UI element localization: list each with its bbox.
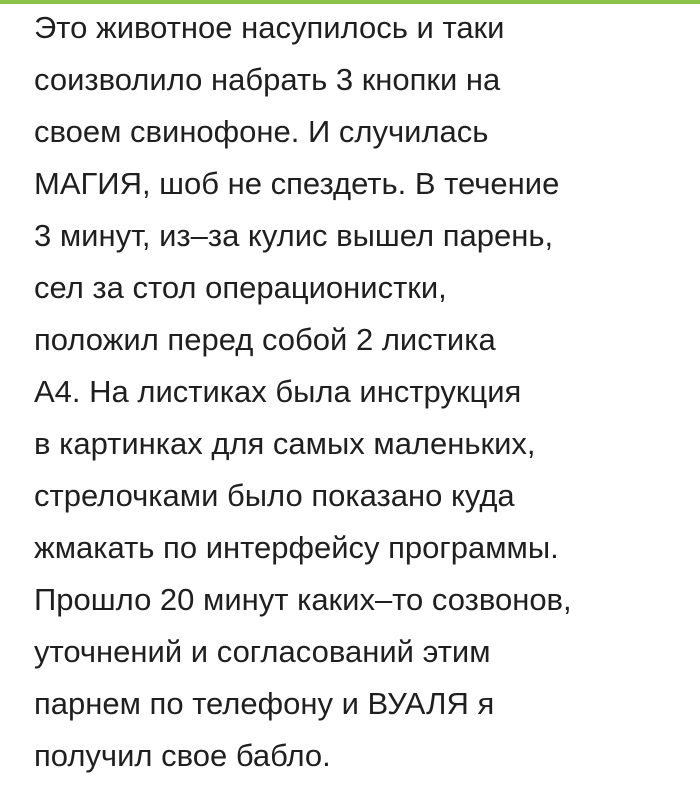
post-text-line: парнем по телефону и ВУАЛЯ я	[34, 686, 495, 721]
post-text-line: жмакать по интерфейсу программы.	[34, 530, 559, 565]
post-text-line: А4. На листиках была инструкция	[34, 374, 522, 409]
post-text-line: своем свинофоне. И случилась	[34, 114, 489, 149]
post-text-line: соизволило набрать 3 кнопки на	[34, 62, 501, 97]
post-text-line: МАГИЯ, шоб не спездеть. В течение	[34, 166, 560, 201]
post-text-line: Прошло 20 минут каких–то созвонов,	[34, 582, 572, 617]
post-text-line: получил свое бабло.	[34, 738, 331, 773]
post-text-line: Это животное насупилось и таки	[34, 10, 505, 45]
post-text-line: положил перед собой 2 листика	[34, 322, 496, 357]
post-text-line: стрелочками было показано куда	[34, 478, 515, 513]
post-text-line: 3 минут, из–за кулис вышел парень,	[34, 218, 554, 253]
post-text-line: уточнений и согласований этим	[34, 634, 491, 669]
post-text-line: сел за стол операционистки,	[34, 270, 447, 305]
post-text	[34, 2, 684, 782]
post-text-line: в картинках для самых маленьких,	[34, 426, 536, 461]
